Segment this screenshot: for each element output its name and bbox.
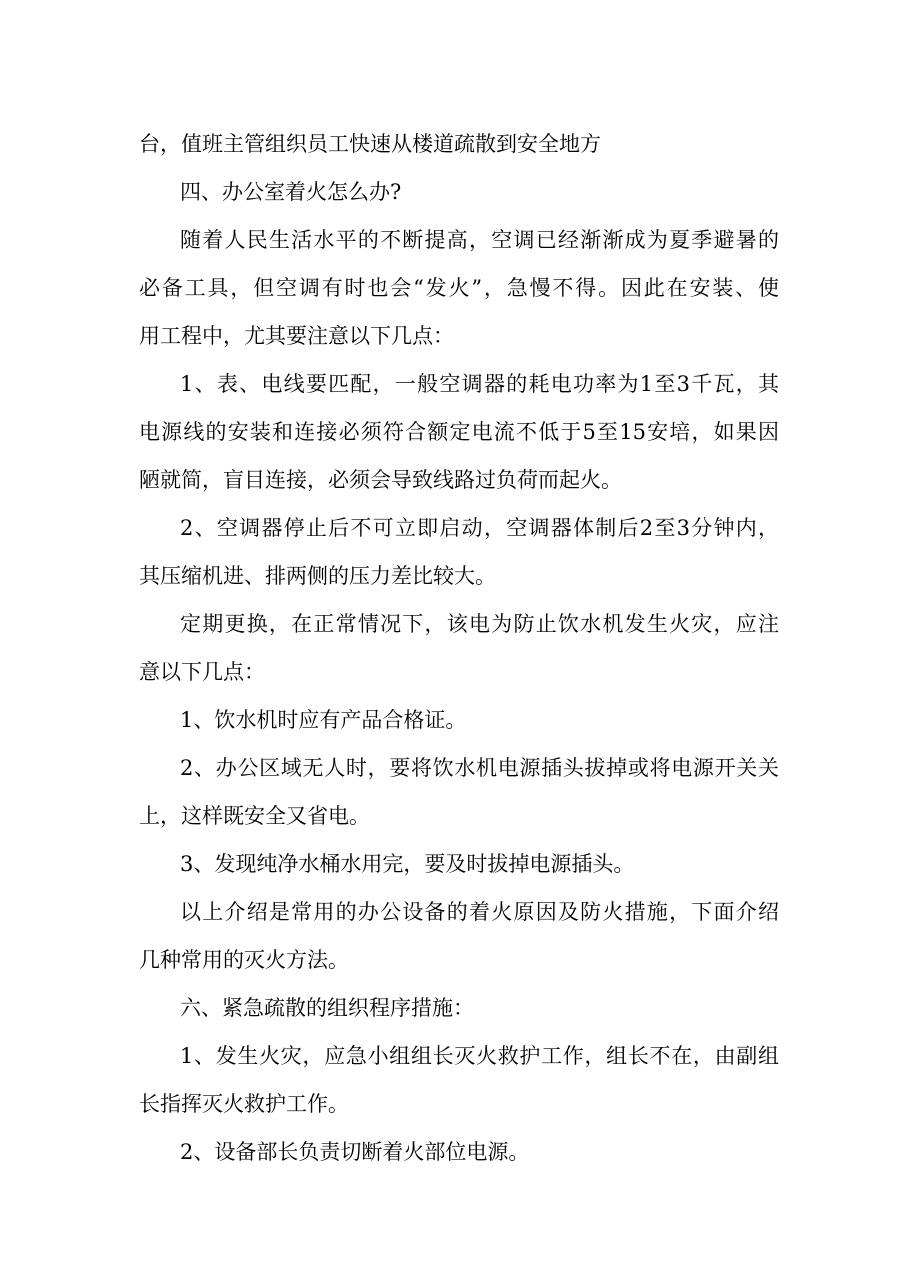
list-item-line: 1、饮水机时应有产品合格证。 <box>180 708 467 732</box>
paragraph-line: 随着人民生活水平的不断提高，空调已经渐渐成为夏季避暑的 <box>180 228 779 252</box>
paragraph-line: 几种常用的灭火方法。 <box>139 948 349 972</box>
list-item-line: 3、发现纯净水桶水用完，要及时拔掉电源插头。 <box>180 852 635 876</box>
list-item-line: 1、表、电线要匹配，一般空调器的耗电功率为1至3千瓦，其 <box>180 372 779 396</box>
paragraph-line: 意以下几点： <box>139 660 265 684</box>
paragraph-line: 用工程中，尤其要注意以下几点： <box>139 324 454 348</box>
paragraph-line: 以上介绍是常用的办公设备的着火原因及防火措施，下面介绍 <box>180 900 779 924</box>
list-item-line: 2、办公区域无人时，要将饮水机电源插头拔掉或将电源开关关 <box>180 756 779 780</box>
paragraph-line: 必备工具，但空调有时也会“发火”，急慢不得。因此在安装、使 <box>139 276 779 300</box>
list-item-line: 2、空调器停止后不可立即启动，空调器体制后2至3分钟内， <box>180 516 779 540</box>
paragraph-line: 长指挥灭火救护工作。 <box>139 1092 349 1116</box>
section-heading: 六、紧急疏散的组织程序措施： <box>180 996 474 1020</box>
paragraph-line: 定期更换，在正常情况下，该电为防止饮水机发生火灾，应注 <box>180 612 779 636</box>
paragraph-line: 电源线的安装和连接必须符合额定电流不低于5至15安培，如果因 <box>139 420 779 444</box>
list-item-line: 2、设备部长负责切断着火部位电源。 <box>180 1140 530 1164</box>
paragraph-line: 上，这样既安全又省电。 <box>139 804 370 828</box>
list-item-line: 1、发生火灾，应急小组组长灭火救护工作，组长不在，由副组 <box>180 1044 779 1068</box>
paragraph-line: 其压缩机进、排两侧的压力差比较大。 <box>139 564 496 588</box>
section-heading: 四、办公室着火怎么办? <box>180 180 402 204</box>
paragraph-line: 台，值班主管组织员工快速从楼道疏散到安全地方 <box>139 132 601 156</box>
paragraph-line: 陋就简，盲目连接，必须会导致线路过负荷而起火。 <box>139 468 622 492</box>
